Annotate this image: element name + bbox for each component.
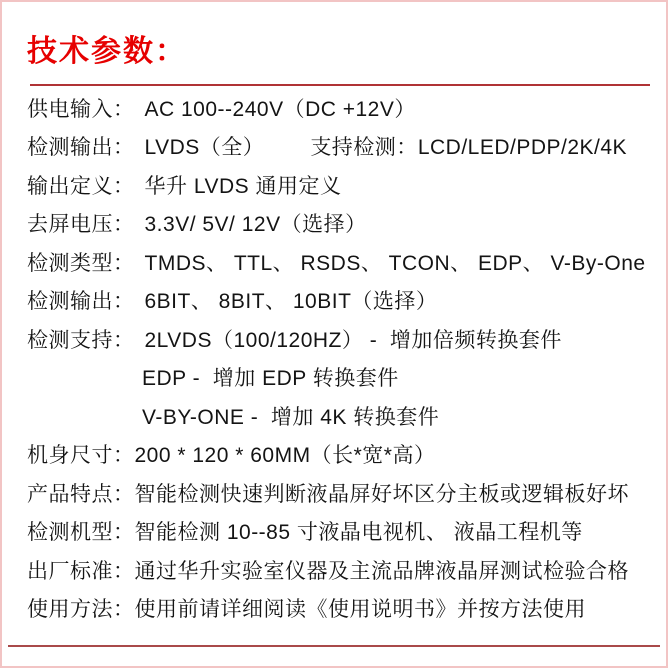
spec-row-detect-support-edp [27, 360, 656, 399]
spec-value: 华升 LVDS 通用定义 [144, 174, 342, 198]
spec-label: 机身尺寸： [27, 444, 135, 468]
spec-value: 智能检测快速判断液晶屏好坏区分主板或逻辑板好坏 [134, 482, 629, 506]
spec-row-detect-support-vbyone [27, 398, 656, 437]
spec-value: LVDS（全） [144, 136, 265, 160]
spec-label: 检测类型： [27, 251, 135, 275]
spec-value: 200 * 120 * 60MM（长*宽*高） [134, 444, 436, 468]
spec-row-detect-support [27, 321, 656, 360]
spec-label: 检测支持： [27, 328, 135, 352]
spec-row-screen-voltage [27, 206, 656, 245]
spec-label: 出厂标准： [27, 559, 135, 583]
spec-value: 使用前请详细阅读《使用说明书》并按方法使用 [134, 598, 586, 622]
spec-row-product-features [27, 475, 656, 514]
spec-value: TMDS、 TTL、 RSDS、 TCON、 EDP、 V-By-One [144, 251, 646, 275]
spec-row-factory-standard [27, 552, 656, 591]
spec-label: 输出定义： [27, 174, 135, 198]
spec-row-output-definition [27, 167, 656, 206]
spec-row-detect-models [27, 514, 656, 553]
spec-label: 检测输出： [27, 136, 135, 160]
spec-row-usage-method [27, 591, 656, 630]
spec-value: 通过华升实验室仪器及主流品牌液晶屏测试检验合格 [134, 559, 629, 583]
spec-value: AC 100--240V（DC +12V） [144, 97, 416, 121]
spec-value: 智能检测 10--85 寸液晶电视机、 液晶工程机等 [134, 521, 583, 545]
spec-value: 6BIT、 8BIT、 10BIT（选择） [144, 290, 438, 314]
spec-label: 产品特点： [27, 482, 135, 506]
page-title: 技术参数： [27, 35, 187, 68]
spec-value: 3.3V/ 5V/ 12V（选择） [144, 213, 367, 237]
spec-value: V-BY-ONE - 增加 4K 转换套件 [142, 405, 440, 429]
spec-label: 检测机型： [27, 521, 135, 545]
spec-row-detect-type [27, 244, 656, 283]
bottom-divider [8, 645, 660, 647]
title-divider [30, 84, 650, 86]
spec-label: 使用方法： [27, 598, 135, 622]
spec-row-body-size [27, 437, 656, 476]
spec-value: 2LVDS（100/120HZ） - 增加倍频转换套件 [144, 328, 562, 352]
spec-list [27, 90, 656, 629]
spec-row-detect-output-lvds [27, 129, 656, 168]
spec-label: 去屏电压： [27, 213, 135, 237]
spec-row-detect-output-bit [27, 283, 656, 322]
spec-label: 供电输入： [27, 97, 135, 121]
spec-label: 检测输出： [27, 290, 135, 314]
spec-row-power-input [27, 90, 656, 129]
spec-extra-label: 支持检测： [310, 136, 418, 160]
spec-value: EDP - 增加 EDP 转换套件 [142, 367, 399, 391]
spec-extra-value: LCD/LED/PDP/2K/4K [417, 136, 628, 160]
